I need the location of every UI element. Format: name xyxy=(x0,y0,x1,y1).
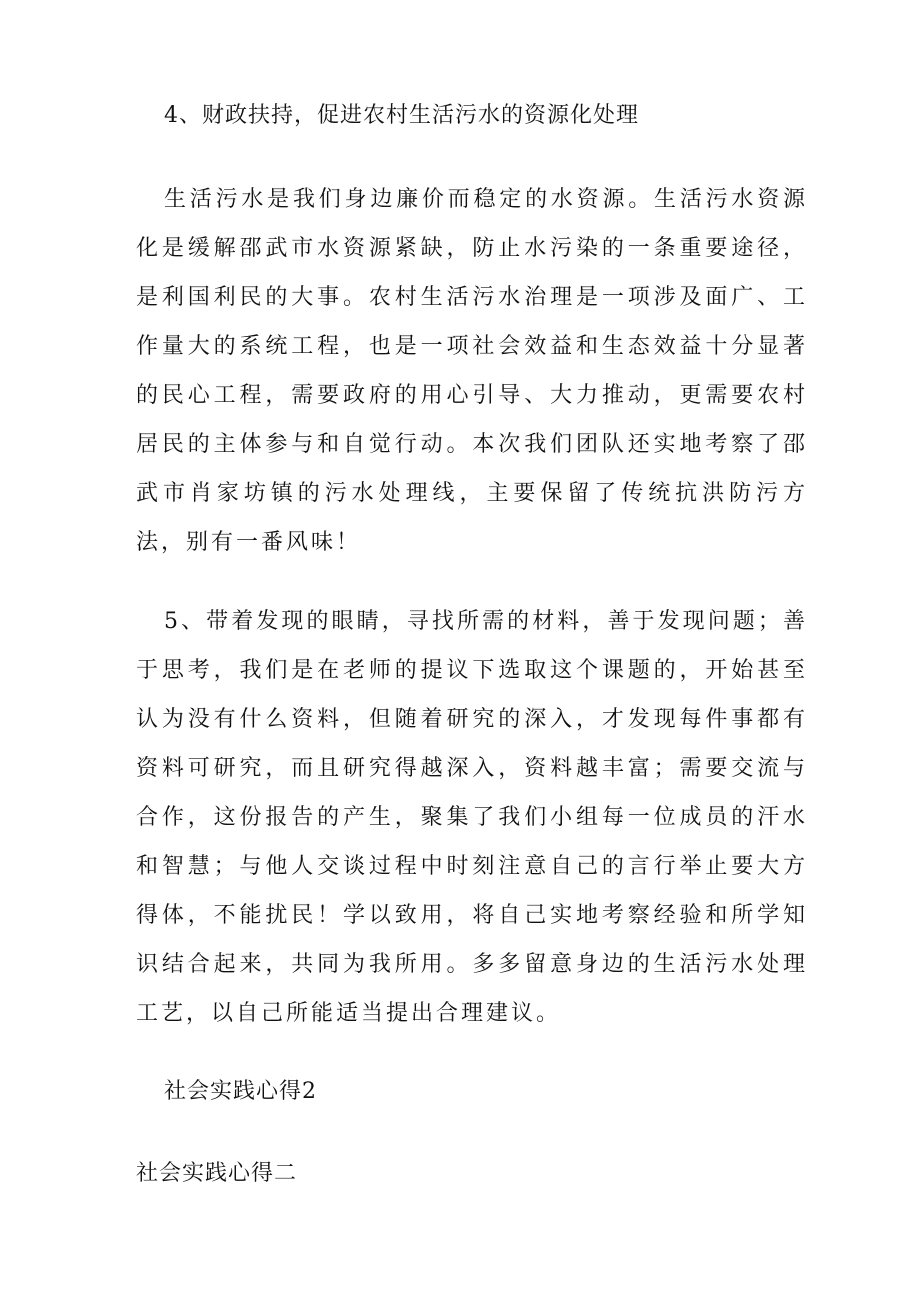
section-4-paragraph: 生活污水是我们身边廉价而稳定的水资源。生活污水资源化是缓解邵武市水资源紧缺，防止水污染的一条重要途径，是利国利民的大事。农村生活污水治理是一项涉及面广、工作量大的系统工程，也是一项社会效益和生态效益十分显著的民心工程，需要政府的用心引导、大力推动，更需要农村居民的主体参与和自觉行动。本次我们团队还实地考察了邵武市肖家坊镇的污水处理线，主要保留了传统抗洪防污方法，别有一番风味！ xyxy=(136,187,808,555)
section-5-paragraph: 5、带着发现的眼睛，寻找所需的材料，善于发现问题；善于思考，我们是在老师的提议下选取这个课题的，开始甚至认为没有什么资料，但随着研究的深入，才发现每件事都有资料可研究，而且研究得越深入，资料越丰富；需要交流与合作，这份报告的产生，聚集了我们小组每一位成员的汗水和智慧；与他人交谈过程中时刻注意自己的言行举止要大方得体，不能扰民！学以致用，将自己实地考察经验和所学知识结合起来，共同为我所用。多多留意身边的生活污水处理工艺，以自己所能适当提出合理建议。 xyxy=(136,609,808,1026)
practice-notes-2-title: 社会实践心得2 xyxy=(164,1079,317,1104)
section-4-heading: 4、财政扶持，促进农村生活污水的资源化处理 xyxy=(164,103,639,128)
practice-notes-2-subtitle: 社会实践心得二 xyxy=(136,1161,298,1186)
